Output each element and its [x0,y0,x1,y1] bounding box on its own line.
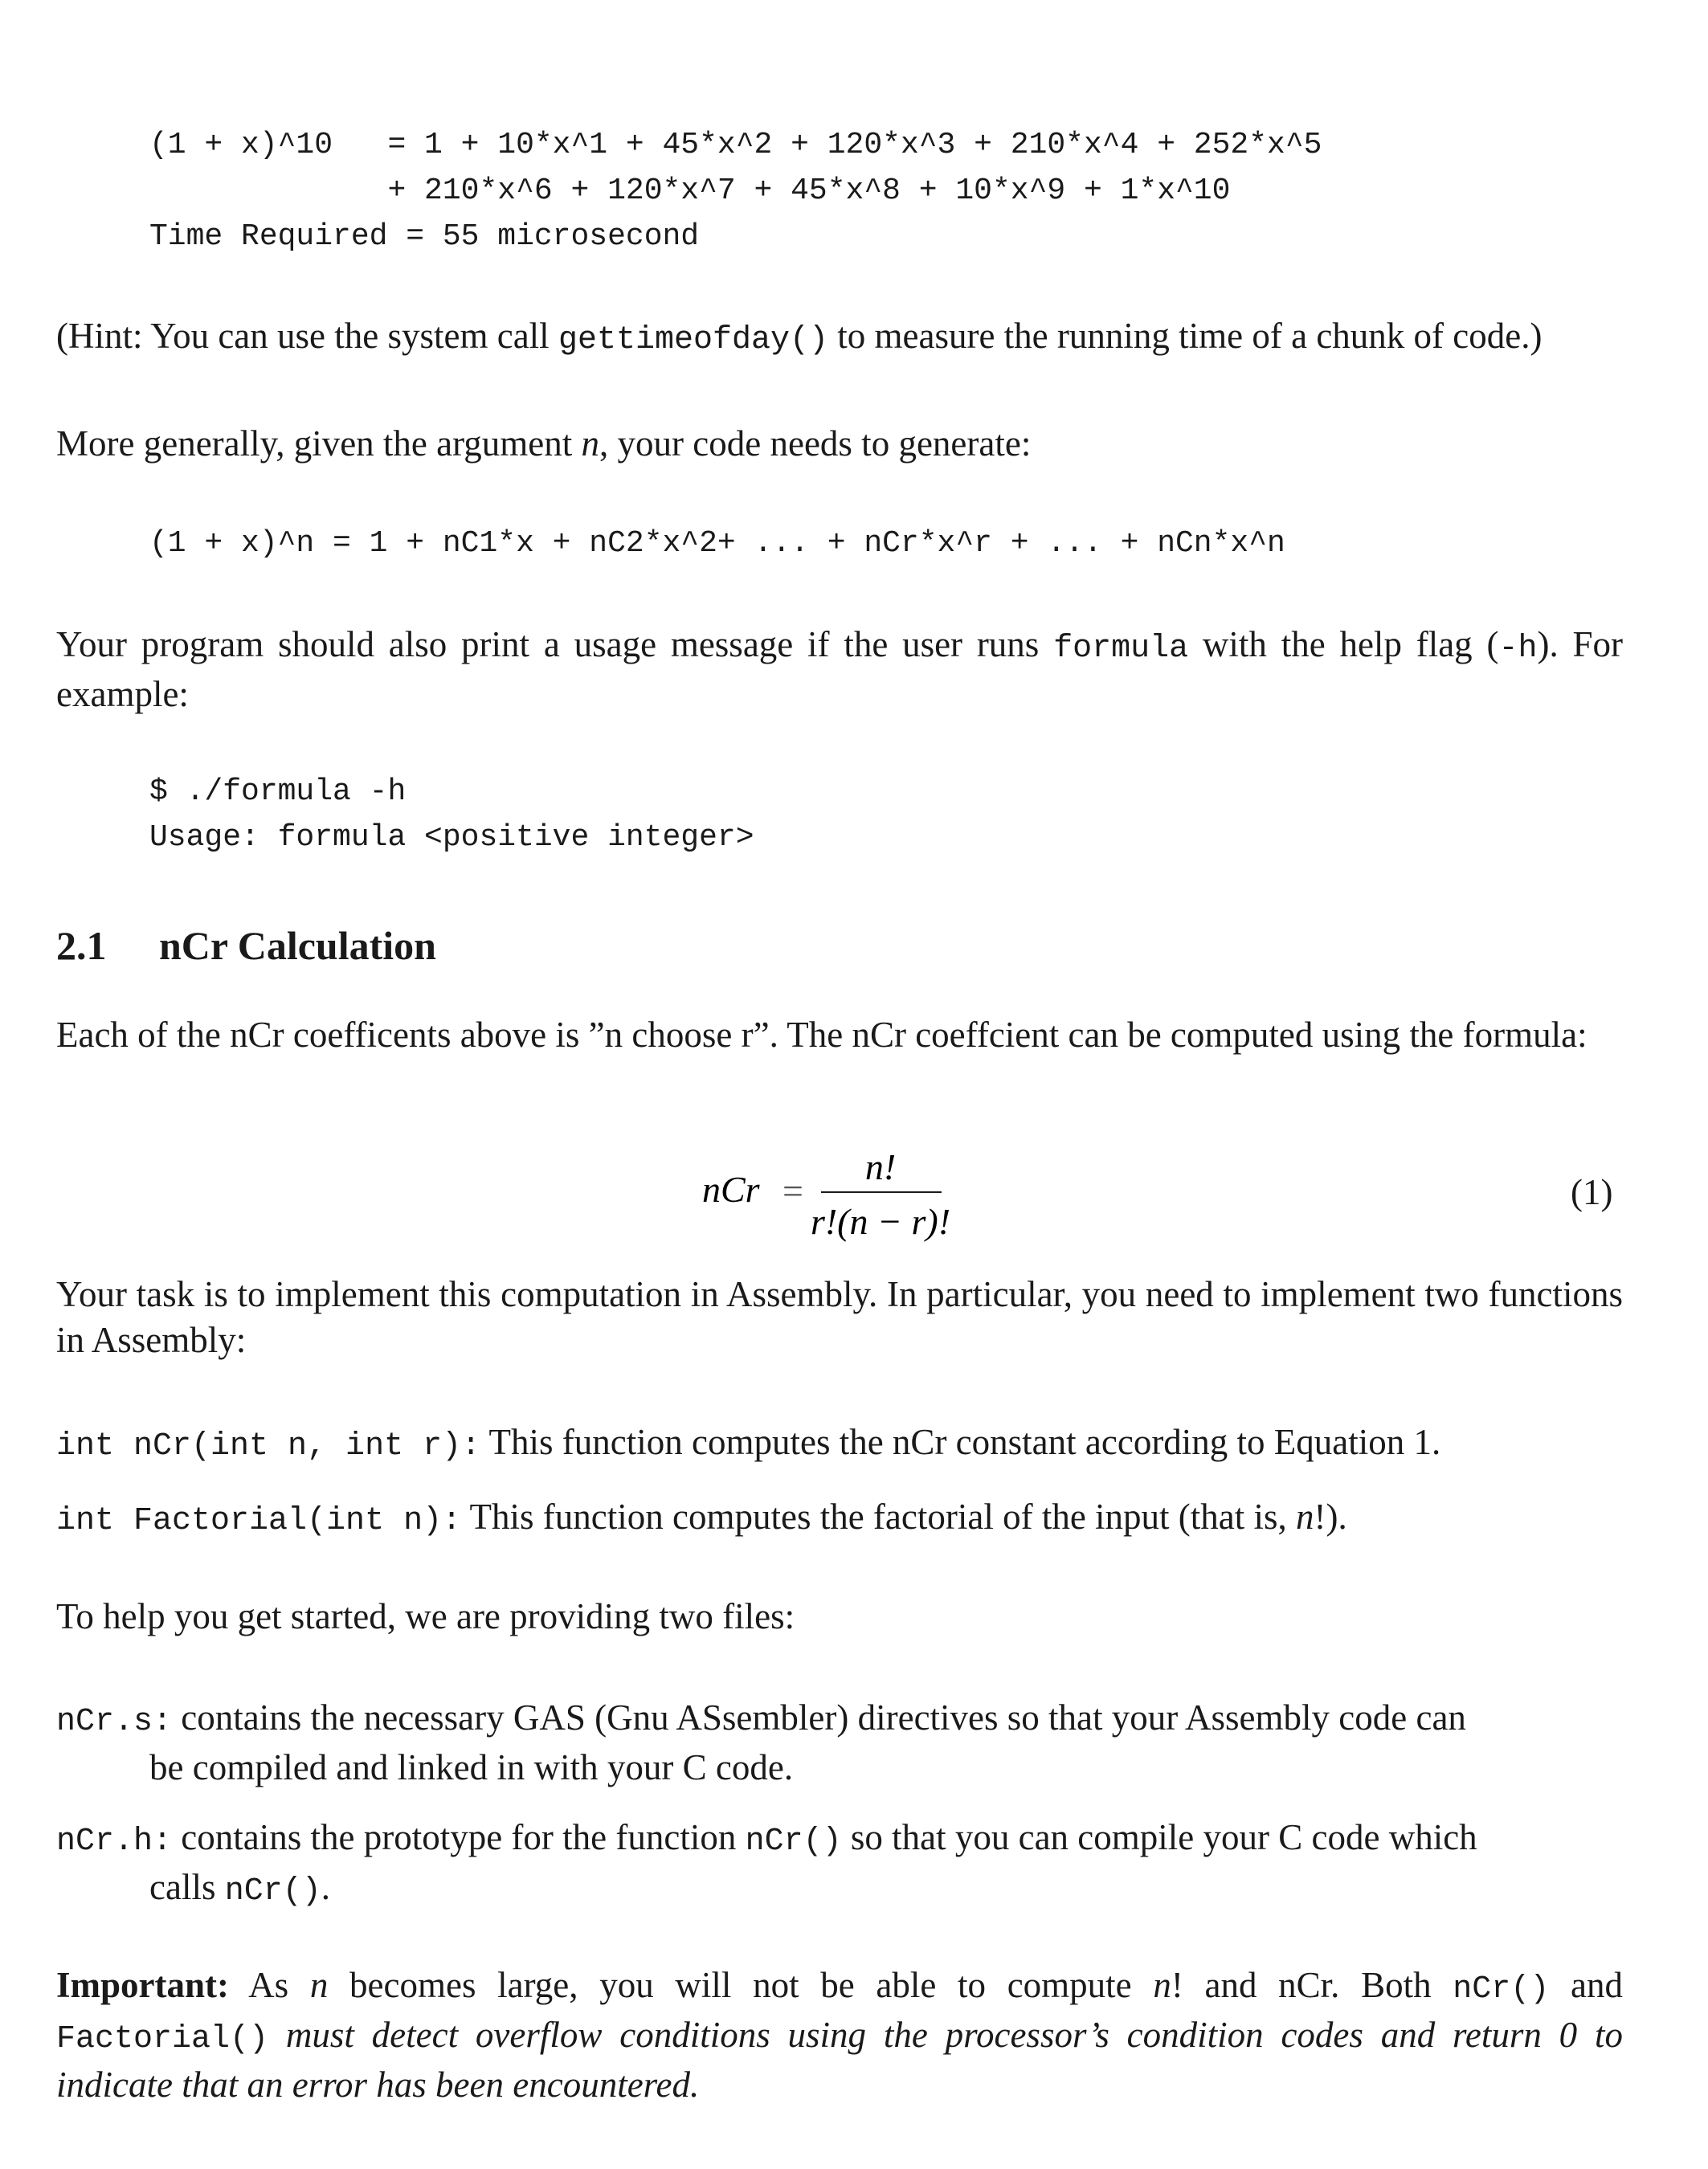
usage-example-line-1: $ ./formula -h [149,774,407,809]
usage-paragraph [56,622,1623,717]
function-ncr [56,1419,1623,1469]
equation-lhs: nCr [702,1169,760,1210]
important-code1: nCr() [1453,1971,1550,2008]
equation-number: (1) [1571,1172,1613,1212]
function-factorial-signature: int Factorial(int n): [56,1503,462,1539]
file-ncr-s-desc2: be compiled and linked in with your C code. [149,1747,794,1787]
general-intro-suffix: , your code needs to generate: [599,423,1032,464]
general-formula: (1 + x)^n = 1 + nC1*x + nC2*x^2+ ... + nCr*x^r + ... + nCn*x^n [149,526,1285,561]
equation-equals: = [782,1170,803,1211]
file-ncr-h-line2 [56,1865,1623,1914]
usage-middle: with the help flag ( [1188,624,1499,664]
section-number: 2.1 [56,923,107,968]
important-var2: n [1153,1965,1171,2005]
function-factorial [56,1494,1623,1544]
file-ncr-s [56,1695,1623,1791]
important-italic: must detect overflow conditions using the processor’s condition codes and return 0 to indicate that an error has been encountered. [56,2015,1623,2105]
file-ncr-h-desc2-suffix: . [321,1867,330,1907]
important-text4: and [1549,1965,1623,2005]
important-text2: becomes large, you will not be able to compute [328,1965,1154,2005]
general-intro-prefix: More generally, given the argument [56,423,582,464]
usage-example-line-2: Usage: formula <positive integer> [149,820,754,855]
general-intro [56,421,1623,467]
important-text1: As [228,1965,310,2005]
file-ncr-h-desc2-prefix: calls [149,1867,225,1907]
section-heading [56,922,436,969]
hint-paragraph [56,313,1623,363]
important-label: Important: [56,1965,229,2005]
equation-denominator: r!(n − r)! [810,1201,951,1242]
important-text3: ! and nCr. Both [1171,1965,1453,2005]
file-ncr-h-desc1-suffix: so that you can compile your C code which [841,1817,1477,1857]
file-ncr-h-name: nCr.h: [56,1824,173,1860]
file-ncr-h [56,1815,1623,1914]
usage-code-flag: -h [1498,631,1538,667]
ncr-equation [699,1139,988,1252]
usage-suffix: ). For example: [56,624,1623,714]
coefficients-paragraph: Each of the nCr coefficents above is ”n choose r”. The nCr coeffcient can be computed using the formula: [56,1015,1587,1055]
function-factorial-desc-suffix: !). [1314,1497,1347,1537]
task-paragraph: Your task is to implement this computation in Assembly. In particular, you need to implement two functions in Assembly: [56,1274,1623,1360]
usage-prefix: Your program should also print a usage message if the user runs [56,624,1054,664]
file-ncr-h-desc1-prefix: contains the prototype for the function [172,1817,746,1857]
equation-graphic [699,1139,988,1244]
function-ncr-description: This function computes the nCr constant according to Equation 1. [480,1422,1441,1462]
files-intro: To help you get started, we are providing two files: [56,1596,795,1636]
important-var1: n [309,1965,329,2005]
important-paragraph [56,1963,1623,2108]
important-code2: Factorial() [56,2021,269,2057]
hint-code: gettimeofday() [558,322,828,358]
function-factorial-var: n [1296,1497,1314,1537]
function-factorial-desc-prefix: This function computes the factorial of the input (that is, [461,1497,1297,1537]
usage-code-formula: formula [1053,631,1189,667]
hint-prefix: (Hint: You can use the system call [56,316,558,356]
function-ncr-signature: int nCr(int n, int r): [56,1428,481,1464]
equation-numerator: n! [864,1146,897,1187]
hint-suffix: to measure the running time of a chunk of code.) [828,316,1543,356]
example-output-line-1: (1 + x)^10 = 1 + 10*x^1 + 45*x^2 + 120*x^3 + 210*x^4 + 252*x^5 [149,128,1322,162]
file-ncr-s-name: nCr.s: [56,1704,173,1740]
general-intro-var: n [581,423,600,464]
file-ncr-s-desc1: contains the necessary GAS (Gnu ASsembler) directives so that your Assembly code can [172,1697,1466,1738]
example-output-line-3: Time Required = 55 microsecond [149,219,700,254]
file-ncr-h-code: nCr() [745,1824,842,1860]
file-ncr-h-code2: nCr() [224,1873,321,1910]
example-output-line-2: + 210*x^6 + 120*x^7 + 45*x^8 + 10*x^9 + 1*x^10 [149,174,1231,208]
section-title: nCr Calculation [159,923,436,968]
